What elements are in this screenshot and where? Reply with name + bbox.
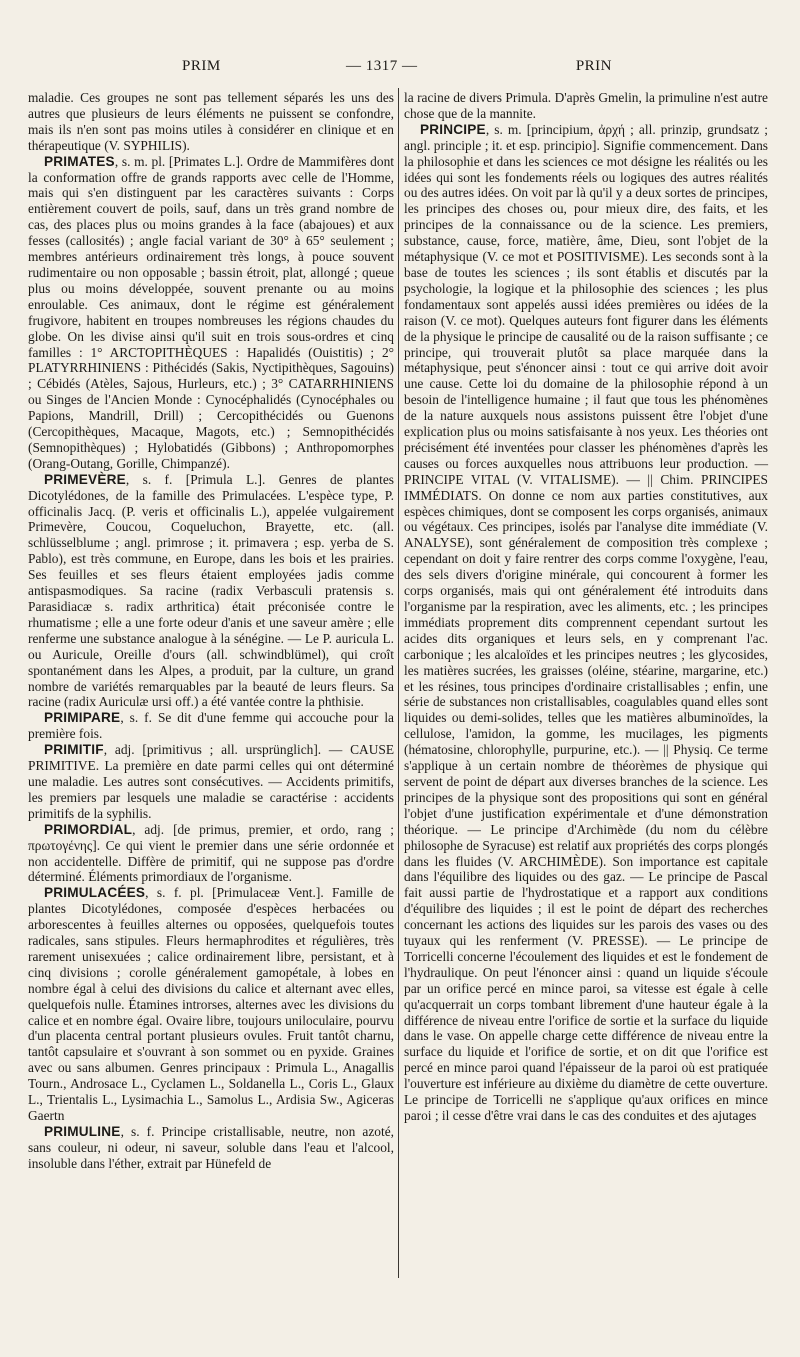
headword: PRIMIPARE — [44, 710, 121, 726]
headword: PRIMITIF — [44, 742, 104, 758]
headword: PRIMORDIAL — [44, 821, 133, 837]
entry-primulacees: PRIMULACÉES, s. f. pl. [Primulaceæ Vent.]. Famille de plantes Dicotylédones, composée d'espèces herbacées ou arborescentes à feuilles alternes ou opposées, quelquefois toutes radicales, sans stipules. Fleurs hermaphrodites et régulières, très rarement unisexuées ; calice ordinairement libre, persistant, et à cinq divisions ; corolle généralement gamopétale, à lobes en nombre égal à celui des divisions du calice et alternant avec elles, quelquefois nulle. Étamines introrses, alternes avec les divisions du calice et en nombre égal. Ovaire libre, toujours uniloculaire, pourvu d'un placenta central portant plusieurs ovules. Fruit tantôt charnu, tantôt capsulaire et s'ouvrant à son sommet ou en pyxide. Graines avec ou sans albumen. Genres principaux : Primula L., Anagallis Tourn., Androsace L., Cyclamen L., Soldanella L., Coris L., Glaux L., Trientalis L., Lysimachia L., Samolus L., Ardisia Sw., Agiceras Gaertn — [28, 885, 394, 1123]
entry-primevere: PRIMEVÈRE, s. f. [Primula L.]. Genres de plantes Dicotylédones, de la famille des Primulacées. L'espèce type, P. officinalis Jacq. (P. veris et officinalis L.), appelée vulgairement Primevère, Coucou, Coqueluchon, Brayette, etc. (all. schlüsselblume ; angl. primrose ; it. primavera ; esp. yerba de S. Pablo), est très commune, en Europe, dans les bois et les prairies. Ses feuilles et ses fleurs étaient employées jadis comme antispasmodiques. Sa racine (radix Verbasculi pratensis s. Parasidiacæ s. radix arthritica) était préconisée contre le rhumatisme ; elle a une forte odeur d'anis et une saveur amère ; elle renferme une substance analogue à la sénégine. — Le P. auricula L. ou Auricule, Oreille d'ours (all. schwindblümel), qui croît spontanément dans les Alpes, a produit, par la culture, un grand nombre de variétés remarquables par la beauté de leurs fleurs. Sa racine (radix Auriculæ ursi off.) a été vantée contre la phthisie. — [28, 471, 394, 710]
entry-primates: PRIMATES, s. m. pl. [Primates L.]. Ordre de Mammifères dont la conformation offre de grands rapports avec celle de l'Homme, mais qui s'en distinguent par les caractères suivants : Corps entièrement couvert de poils, sauf, dans un très grand nombre de cas, des places plus ou moins grandes à la face (abajoues) et aux fesses (callosités) ; angle facial variant de 30° à 65° seulement ; membres antérieurs ordinairement très longs, à pouce souvent rudimentaire ou non opposable ; bassin étroit, plat, allongé ; queue plus ou moins développée, souvent prenante ou au moins enroulable. Ces animaux, dont le régime est généralement frugivore, habitent en troupes nombreuses les régions chaudes du globe. On les divise ainsi qu'il suit en trois sous-ordres et cinq familles : 1° ARCTOPITHÈQUES : Hapalidés (Ouistitis) ; 2° PLATYRRHINIENS : Pithécidés (Sakis, Nyctipithèques, Sagouins) ; Cébidés (Atèles, Sajous, Hurleurs, etc.) ; 3° CATARRHINIENS ou Singes de l'Ancien Monde : Cynocéphalidés (Cynocéphales ou Papions, Mandrill, Drill) ; Cercopithécidés ou Guenons (Cercopithèques, Macaque, Magots, etc.) ; Semnopithécidés (Semnopithèques) ; Hylobatidés (Gibbons) ; Anthropomorphes (Orang-Outang, Gorille, Chimpanzé). — [28, 153, 394, 471]
headword: PRIMULINE — [44, 1123, 121, 1139]
headword: PRIMATES — [44, 153, 115, 169]
headword: PRIMEVÈRE — [44, 471, 126, 487]
headword: PRINCIPE — [420, 121, 486, 137]
column-divider — [398, 88, 399, 1278]
running-header — [28, 58, 772, 84]
right-column — [404, 90, 768, 1124]
header-right-word: PRIN — [575, 58, 612, 74]
entry-maladie-continuation: maladie. Ces groupes ne sont pas tellement séparés les uns des autres que plusieurs de leurs éléments ne puissent se confondre, mais ils n'en sont pas moins utiles à considérer en clinique et en thérapeutique (V. SYPHILIS). — [28, 90, 394, 153]
headword: PRIMULACÉES — [44, 885, 146, 901]
entry-primipare: PRIMIPARE, s. f. Se dit d'une femme qui accouche pour la première fois. — [28, 710, 394, 742]
entry-principe: PRINCIPE, s. m. [principium, ἀρχή ; all. prinzip, grundsatz ; angl. principle ; it. et esp. principio]. Signifie commencement. Dans la philosophie et dans les sciences ce mot désigne les réalités ou les idées qui sont les fondements réels ou logiques des autres réalités ou des autres idées. On voit par là qu'il y a deux sortes de principes, les principes des choses ou, pour mieux dire, des faits, et les principes de la connaissance ou de la science. Les premiers, substance, cause, force, matière, âme, Dieu, sont l'objet de la métaphysique (V. ce mot et POSITIVISME). Les seconds sont à la base de toutes les sciences ; ils sont établis et discutés par la psychologie, la logique et la philosophie des sciences ; les plus fondamentaux sont appelés aussi idées premières ou idées de la raison (V. ce mot). Quelques auteurs font figurer dans les éléments de la physique le principe de causalité ou de la raison suffisante ; ce principe, qui trouverait plutôt sa place marquée dans la métaphysique, peut s'énoncer ainsi : tout ce qui arrive doit avoir une cause. Cette loi du domaine de la philosophie répond à un besoin de l'intelligence humaine ; il faut que tous les phénomènes de la nature auxquels nous assistons puissent être l'objet d'une explication plus ou moins satisfaisante à nos yeux. Les théories ont précisément été inventées pour classer les phénomènes d'après les causes ou forces auxquelles nous attribuons leur production. — PRINCIPE VITAL (V. VITALISME). — || Chim. PRINCIPES IMMÉDIATS. On donne ce nom aux parties constitutives, aux espèces chimiques, dont se composent les corps organisés, animaux ou végétaux. Ces principes, isolés par l'analyse dite immédiate (V. ANALYSE), sont généralement de composition très complexe ; cependant on doit y faire rentrer des corps comme l'oxygène, l'eau, des sels divers d'origine minérale, qui concourent à former les corps organisés, mais qui ont généralement été introduits dans l'organisme par la respiration, avec les aliments, etc. ; les principes immédiats proprement dits comprennent cependant surtout les acides dits organiques et leurs sels, en y comprenant l'ac. carbonique ; les alcaloïdes et les principes neutres ; les glycosides, les matières sucrées, les graisses (oléine, stéarine, margarine, etc.) et les résines, tous principes d'ordinaire cristallisables ; enfin, une série de substances non cristallisables, coagulables quand elles sont liquides ou demi-solides, telles que les matières albuminoïdes, la cellulose, l'amidon, la gomme, les mucilages, les pigments (hématosine, chlorophylle, purpurine, etc.). — || Physiq. Ce terme s'applique à un certain nombre de théorèmes de physique qui servent de point de départ aux diverses branches de la science. Les principes de la physique sont des propositions qui sont en général l'objet d'une justification expérimentale et d'une démonstration théorique. — Le principe d'Archimède (du nom du célèbre philosophe de Syracuse) est relatif aux propriétés des corps plongés dans les fluides (V. ARCHIMÈDE). Son importance est capitale dans l'équilibre des liquides ou des gaz. — Le principe de Pascal fait aussi partie de l'hydrostatique et a rapport aux conditions d'équilibre des liquides ; il est le point de départ des recherches concernant les actions des liquides sur les parois des vases ou des tuyaux qui les renferment (V. PRESSE). — Le principe de Torricelli concerne l'écoulement des liquides et est le fondement de l'hydraulique. On peut l'énoncer ainsi : quand un liquide s'écoule par un orifice percé en mince paroi, sa vitesse est égale à celle qu'acquerrait un corps tombant librement d'une hauteur égale à la différence de niveau entre l'orifice de sortie et la surface du liquide dans le vase. On appelle charge cette différence de niveau entre la surface du liquide et l'orifice de sortie, et on dit que l'orifice est percé en mince paroi quand l'épaisseur de la paroi où est pratiquée l'ouverture est inférieure au dixième du diamètre de cette ouverture. Le principe de Torricelli ne s'applique qu'aux orifices en mince paroi ; il cesse d'être vrai dans le cas des conduites et des ajutages — [404, 121, 768, 1123]
entry-primuline-continuation: la racine de divers Primula. D'après Gmelin, la primuline n'est autre chose que de la mannite. — [404, 90, 768, 121]
entry-primuline: PRIMULINE, s. f. Principe cristallisable, neutre, non azoté, sans couleur, ni odeur, ni saveur, soluble dans l'eau et l'alcool, insoluble dans l'éther, extrait par Hünefeld de — [28, 1123, 394, 1171]
left-column — [28, 90, 394, 1172]
entry-primordial: PRIMORDIAL, adj. [de primus, premier, et ordo, rang ; πρωτογένης]. Ce qui vient le premier dans une série ordonnée et non accidentelle. Diffère de primitif, qui ne suppose pas d'ordre déterminé. Éléments primordiaux de l'organisme. — [28, 821, 394, 885]
page-number: — 1317 — — [346, 58, 418, 74]
entry-primitif: PRIMITIF, adj. [primitivus ; all. ursprünglich]. — CAUSE PRIMITIVE. La première en date parmi celles qui ont déterminé une maladie. Les autres sont consécutives. — Accidents primitifs, les premiers par lesquels une maladie se caractérise : accidents primitifs de la syphilis. — [28, 742, 394, 821]
header-left-word: PRIM — [182, 58, 221, 74]
